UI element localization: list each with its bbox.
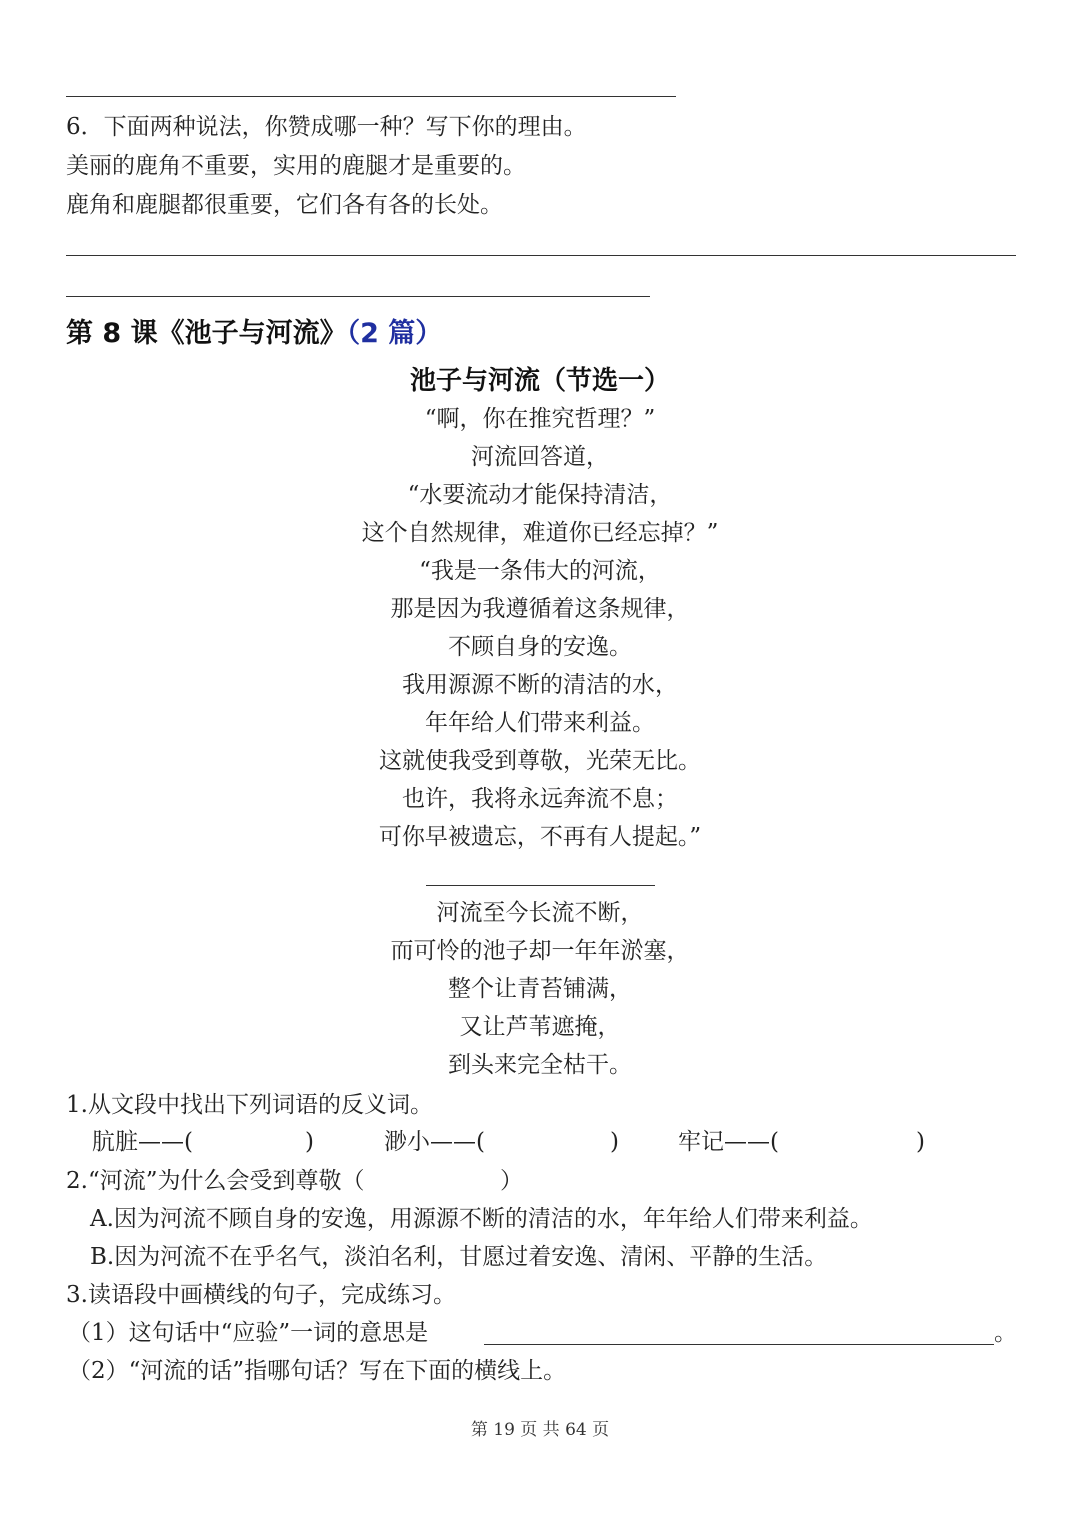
poem-line: 不顾自身的安逸。 — [448, 634, 632, 660]
q3-sub-1-answer-line[interactable] — [484, 1344, 994, 1345]
poem-line-2: 河流至今长流不断， — [436, 900, 644, 926]
poem-line: “啊，你在推究哲理？” — [424, 406, 656, 432]
q3-question: 3.读语段中画横线的句子，完成练习。 — [66, 1282, 456, 1308]
poem-line-2: 而可怜的池子却一年年淤塞， — [390, 938, 690, 964]
q1-item-2: 渺小——( — [384, 1129, 485, 1155]
q6-question: 6．下面两种说法，你赞成哪一种？写下你的理由。 — [66, 114, 587, 140]
poem-line: 我用源源不断的清洁的水， — [402, 672, 678, 698]
q3-sub-1: （1）这句话中“应验”一词的意思是 — [68, 1320, 429, 1346]
q3-sub-2: （2）“河流的话”指哪句话？写在下面的横线上。 — [68, 1358, 567, 1384]
q2-option-a: A.因为河流不顾自身的安逸，用源源不断的清洁的水，年年给人们带来利益。 — [90, 1206, 873, 1232]
page-footer: 第 19 页 共 64 页 — [470, 1420, 610, 1440]
poem-line: 这个自然规律，难道你已经忘掉？” — [361, 520, 719, 546]
q1-question: 1.从文段中找出下列词语的反义词。 — [66, 1092, 433, 1118]
poem-line-2: 又让芦苇遮掩， — [459, 1014, 621, 1040]
q2-question: 2.“河流”为什么会受到尊敬（ — [66, 1168, 365, 1194]
poem-title: 池子与河流（节选一） — [409, 366, 670, 396]
q2-question-close: ） — [500, 1168, 523, 1194]
poem-line: 河流回答道， — [471, 444, 609, 470]
lesson-count: （2 篇） — [346, 318, 443, 349]
poem-line: 也许，我将永远奔流不息； — [402, 786, 678, 812]
q6-answer-line-2[interactable] — [66, 296, 650, 297]
q1-item-2-close: ) — [610, 1129, 619, 1155]
lesson-title: 第 8 课《池子与河流》 — [66, 318, 347, 349]
q3-sub-1-end: 。 — [994, 1320, 1017, 1346]
q6-option-a: 美丽的鹿角不重要，实用的鹿腿才是重要的。 — [66, 153, 526, 179]
poem-line: “水要流动才能保持清洁， — [407, 482, 673, 508]
q1-item-3-close: ) — [916, 1129, 925, 1155]
poem-line: 可你早被遗忘，不再有人提起。” — [378, 824, 702, 850]
poem-line: 那是因为我遵循着这条规律， — [390, 596, 690, 622]
q1-item-1-close: ) — [305, 1129, 314, 1155]
q2-option-b: B.因为河流不在乎名气，淡泊名利，甘愿过着安逸、清闲、平静的生活。 — [90, 1244, 828, 1270]
q6-answer-line-1[interactable] — [66, 255, 1016, 256]
poem-line: 年年给人们带来利益。 — [425, 710, 655, 736]
q6-option-b: 鹿角和鹿腿都很重要，它们各有各的长处。 — [66, 192, 503, 218]
q1-item-3: 牢记——( — [678, 1129, 779, 1155]
poem-line: 这就使我受到尊敬，光荣无比。 — [379, 748, 701, 774]
lesson-heading — [66, 316, 442, 352]
poem-line: “我是一条伟大的河流， — [419, 558, 661, 584]
poem-line-2: 整个让青苔铺满， — [448, 976, 632, 1002]
answer-line-top[interactable] — [66, 96, 676, 97]
poem-blank-line[interactable] — [426, 885, 655, 886]
poem-line-2: 到头来完全枯干。 — [448, 1052, 632, 1078]
q1-item-1: 肮脏——( — [92, 1129, 193, 1155]
